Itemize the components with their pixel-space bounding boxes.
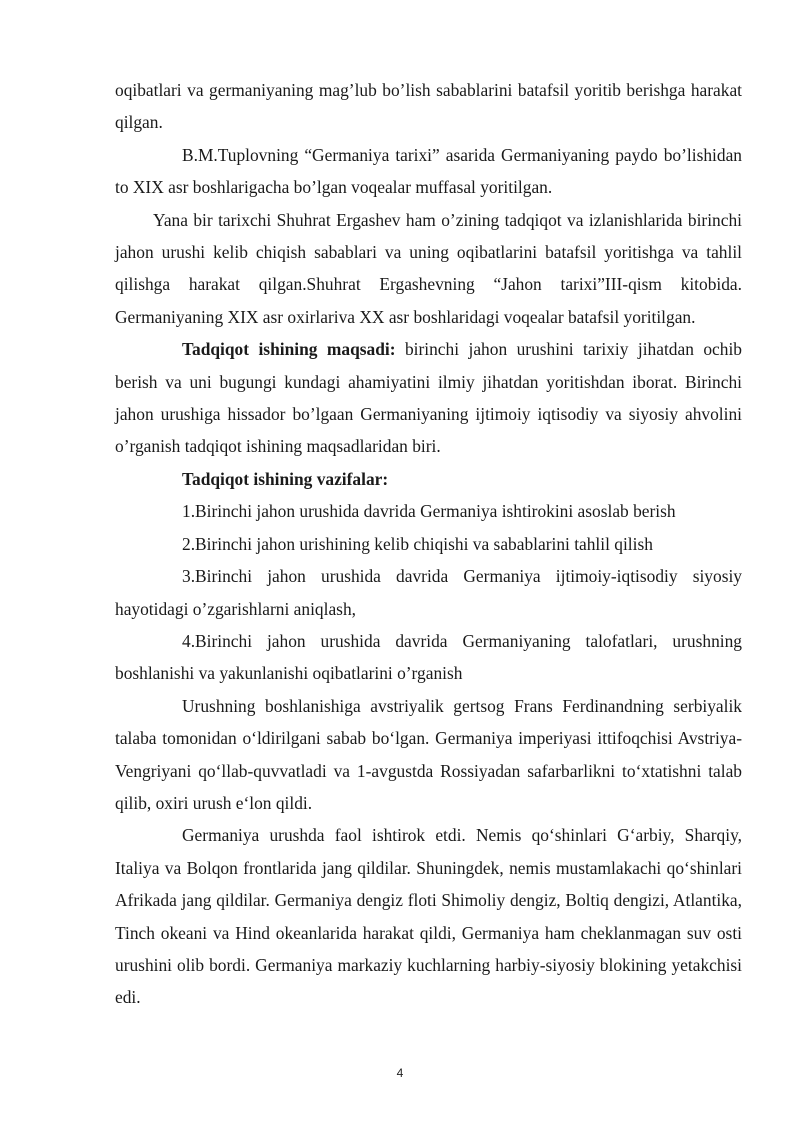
paragraph-continuation: oqibatlari va germaniyaning mag’lub bo’lish sabablarini batafsil yoritib berishga harakat qilgan.: [115, 80, 742, 133]
tasks-heading: [115, 463, 742, 495]
paragraph-germany-war: Germaniya urushda faol ishtirok etdi. Nemis qo‘shinlari G‘arbiy, Sharqiy, Italiya va Bolqon frontlarida jang qildilar. Shuningdek, nemis mustamlakachi qo‘shinlari Afrikada jang qildilar. Germaniya dengiz floti Shimoliy dengiz, Boltiq dengizi, Atlantika, Tinch okeani va Hind okeanlarida harakat qildi, Germaniya ham cheklanmagan suv osti urushini olib bordi. Germaniya markaziy kuchlarning harbiy-siyosiy blokining yetakchisi edi.: [115, 825, 742, 1008]
task-item-4: 4.Birinchi jahon urushida davrida Germaniyaning talofatlari, urushning boshlanishi va yakunlanishi oqibatlarini o’rganish: [115, 630, 742, 684]
goal-heading: Tadqiqot ishining maqsadi:: [182, 339, 396, 360]
page-number: 4: [396, 1066, 404, 1080]
task-item-2: 2.Birinchi jahon urishining kelib chiqishi va sabablarini tahlil qilish: [182, 533, 653, 554]
document-page: [115, 74, 742, 1014]
paragraph-war-start: Urushning boshlanishiga avstriyalik gertsog Frans Ferdinandning serbiyalik talaba tomonidan o‘ldirilgani sabab bo‘lgan. Germaniya imperiyasi ittifoqchisi Avstriya-Vengriyani qo‘llab-quvvatladi va 1-avgustda Rossiyadan safarbarlikni to‘xtatishni talab qilib, oxiri urush e‘lon qildi.: [115, 695, 742, 813]
task-item-3: 3.Birinchi jahon urushida davrida Germaniya ijtimoiy-iqtisodiy siyosiy hayotidagi o’zgarishlarni aniqlash,: [115, 566, 742, 619]
task-item-1: 1.Birinchi jahon urushida davrida Germaniya ishtirokini asoslab berish: [182, 501, 676, 522]
paragraph-ergashev: Yana bir tarixchi Shuhrat Ergashev ham o’zining tadqiqot va izlanishlarida birinchi jahon urushi kelib chiqish sabablari va uning oqibatlarini batafsil yoritishga va tahlil qilishga harakat qilgan.Shuhrat Ergashevning “Jahon tarixi”III-qism kitobida. Germaniyaning XIX asr oxirlariva XX asr boshlaridagi voqealar batafsil yoritilgan.: [115, 209, 742, 327]
paragraph-tuplov: B.M.Tuplovning “Germaniya tarixi” asarida Germaniyaning paydo bo’lishidan to XIX asr boshlarigacha bo’lgan voqealar muffasal yoritilgan.: [115, 144, 742, 198]
paragraph-goal: [115, 333, 742, 463]
tasks-heading-text: Tadqiqot ishining vazifalar:: [182, 468, 389, 489]
goal-text: birinchi jahon urushini tarixiy jihatdan ochib berish va uni bugungi kundagi ahamiyatini ilmiy jihatdan yoritishdan iborat. Birinchi jahon urushiga hissador bo’lgaan Germaniyaning ijtimoiy iqtisodiy va siyosiy ahvolini o’rganish tadqiqot ishining maqsadlaridan biri.: [115, 339, 742, 457]
